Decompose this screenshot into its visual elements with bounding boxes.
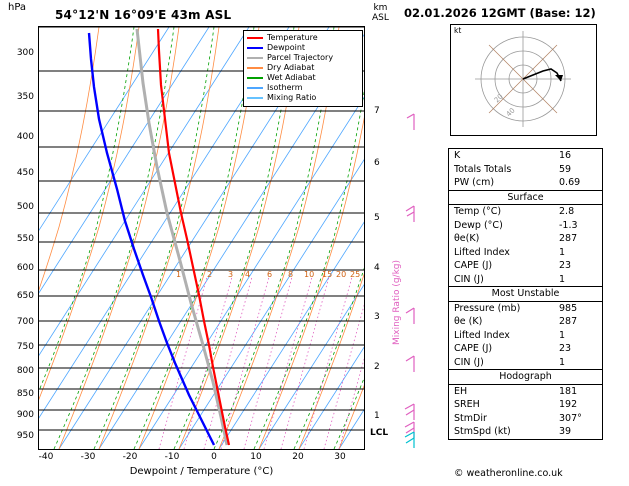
index-value: 0.69 — [559, 177, 581, 188]
legend-swatch-mixing-ratio — [247, 97, 263, 99]
legend-swatch-dry-adiabat — [247, 67, 263, 69]
pressure-tick: 450 — [16, 168, 34, 178]
km-text: km — [373, 3, 388, 13]
mixing-ratio-value: 3 — [228, 270, 234, 279]
index-row — [449, 176, 602, 190]
height-tick: 6 — [374, 158, 380, 168]
legend-swatch-temperature — [247, 37, 263, 39]
legend-row — [247, 43, 359, 52]
index-row — [449, 163, 602, 177]
index-name: K — [454, 150, 461, 161]
index-row — [449, 356, 602, 370]
index-value: 287 — [559, 233, 578, 244]
index-value: 2.8 — [559, 206, 575, 217]
legend-swatch-isotherm — [247, 87, 263, 89]
info-panel — [400, 0, 629, 486]
lcl-label: LCL — [370, 428, 389, 438]
legend-row — [247, 53, 359, 62]
index-name: Temp (°C) — [454, 206, 502, 217]
height-tick: 3 — [374, 312, 380, 322]
index-name: EH — [454, 385, 468, 397]
mixing-ratio-value: 20 — [336, 270, 347, 279]
pressure-unit-label: hPa — [8, 2, 27, 13]
index-value: 1 — [559, 246, 566, 258]
index-row — [449, 425, 602, 439]
index-name: θe (K) — [454, 316, 483, 327]
pressure-tick: 350 — [16, 92, 34, 102]
height-tick: 2 — [374, 362, 380, 372]
index-row — [449, 315, 602, 329]
asl-text: ASL — [372, 13, 389, 23]
pressure-tick: 600 — [16, 263, 34, 273]
temp-tick: 20 — [292, 452, 304, 462]
index-value: 23 — [559, 343, 572, 354]
index-name: PW (cm) — [454, 177, 495, 188]
temp-tick: -10 — [164, 452, 180, 462]
height-tick: 4 — [374, 263, 380, 273]
mixing-ratio-value: 4 — [245, 270, 251, 279]
index-row — [449, 342, 602, 356]
mixing-ratio-value: 25 — [350, 270, 361, 279]
index-row — [449, 219, 602, 233]
pressure-tick: 900 — [16, 410, 34, 420]
height-tick: 1 — [374, 411, 380, 421]
temp-tick: -30 — [80, 452, 96, 462]
pressure-tick: 550 — [16, 234, 34, 244]
index-row — [449, 232, 602, 246]
index-name: Lifted Index — [454, 246, 510, 258]
legend-row — [247, 73, 359, 82]
pressure-tick: 500 — [16, 202, 34, 212]
legend-label: Mixing Ratio — [267, 93, 317, 102]
index-row — [449, 205, 602, 219]
index-value: 1 — [559, 356, 566, 368]
hodograph — [450, 24, 597, 136]
hodograph-unit-label: kt — [454, 26, 462, 35]
height-axis-labels — [366, 26, 388, 450]
index-row — [449, 412, 602, 426]
pressure-tick: 850 — [16, 389, 34, 399]
legend-label: Dewpoint — [267, 43, 306, 52]
mixing-ratio-value: 8 — [288, 270, 294, 279]
most-unstable-header: Most Unstable — [449, 286, 602, 302]
mixing-ratio-value: 6 — [267, 270, 273, 279]
index-name: Dewp (°C) — [454, 219, 503, 231]
legend-label: Dry Adiabat — [267, 63, 315, 72]
legend-row — [247, 33, 359, 42]
temperature-axis-labels — [38, 452, 365, 466]
temp-tick: 0 — [211, 452, 217, 462]
index-name: θe(K) — [454, 233, 480, 244]
index-row — [449, 385, 602, 399]
index-value: 39 — [559, 426, 572, 437]
index-value: 192 — [559, 399, 578, 410]
pressure-tick: 650 — [16, 291, 34, 301]
index-row — [449, 273, 602, 287]
svg-text:40: 40 — [504, 106, 517, 119]
pressure-tick: 300 — [16, 48, 34, 58]
height-tick: 5 — [374, 213, 380, 223]
hodograph-header: Hodograph — [449, 369, 602, 385]
station-title: 54°12'N 16°09'E 43m ASL — [55, 8, 232, 22]
copyright-credit: © weatheronline.co.uk — [454, 468, 563, 479]
temp-tick: -20 — [122, 452, 138, 462]
height-tick: 7 — [374, 106, 380, 116]
index-name: CIN (J) — [454, 356, 484, 368]
index-value: 59 — [559, 163, 572, 175]
mixing-ratio-value: 15 — [322, 270, 333, 279]
index-value: 16 — [559, 150, 572, 161]
run-title: 02.01.2026 12GMT (Base: 12) — [404, 6, 596, 20]
index-name: CAPE (J) — [454, 260, 493, 271]
chart-legend — [243, 30, 363, 107]
svg-text:20: 20 — [492, 92, 505, 105]
index-name: StmSpd (kt) — [454, 426, 511, 437]
index-name: SREH — [454, 399, 480, 410]
pressure-tick: 800 — [16, 366, 34, 376]
legend-label: Parcel Trajectory — [267, 53, 334, 62]
surface-header: Surface — [449, 190, 602, 206]
legend-swatch-parcel — [247, 57, 263, 59]
mixing-ratio-axis-title: Mixing Ratio (g/kg) — [392, 259, 402, 345]
temp-tick: 10 — [250, 452, 262, 462]
index-value: 287 — [559, 316, 578, 327]
index-row — [449, 398, 602, 412]
legend-swatch-wet-adiabat — [247, 77, 263, 79]
pressure-tick: 750 — [16, 342, 34, 352]
index-name: Lifted Index — [454, 329, 510, 341]
index-name: StmDir — [454, 412, 487, 424]
index-name: CIN (J) — [454, 273, 484, 285]
index-value: 307° — [559, 412, 582, 424]
index-row — [449, 302, 602, 316]
legend-row — [247, 63, 359, 72]
legend-label: Temperature — [267, 33, 318, 42]
temp-tick: -40 — [38, 452, 54, 462]
legend-label: Wet Adiabat — [267, 73, 316, 82]
legend-row — [247, 93, 359, 102]
pressure-tick: 400 — [16, 132, 34, 142]
index-value: 23 — [559, 260, 572, 271]
pressure-tick: 950 — [16, 431, 34, 441]
index-name: CAPE (J) — [454, 343, 493, 354]
index-row — [449, 329, 602, 343]
mixing-ratio-value: 1 — [176, 270, 182, 279]
pressure-axis-labels — [0, 26, 36, 450]
index-value: -1.3 — [559, 219, 578, 231]
temp-tick: 30 — [334, 452, 346, 462]
index-value: 985 — [559, 302, 578, 314]
mixing-ratio-value: 2 — [207, 270, 213, 279]
index-name: Pressure (mb) — [454, 302, 521, 314]
index-row — [449, 246, 602, 260]
mixing-ratio-value: 10 — [304, 270, 315, 279]
x-axis-title: Dewpoint / Temperature (°C) — [129, 466, 274, 477]
index-value: 1 — [559, 273, 566, 285]
index-value: 1 — [559, 329, 566, 341]
legend-label: Isotherm — [267, 83, 303, 92]
index-value: 181 — [559, 385, 578, 397]
legend-row — [247, 83, 359, 92]
height-unit-label — [372, 3, 389, 23]
pressure-tick: 700 — [16, 317, 34, 327]
index-row — [449, 149, 602, 163]
legend-swatch-dewpoint — [247, 47, 263, 49]
indices-table — [448, 148, 603, 440]
index-name: Totals Totals — [454, 163, 512, 175]
index-row — [449, 259, 602, 273]
